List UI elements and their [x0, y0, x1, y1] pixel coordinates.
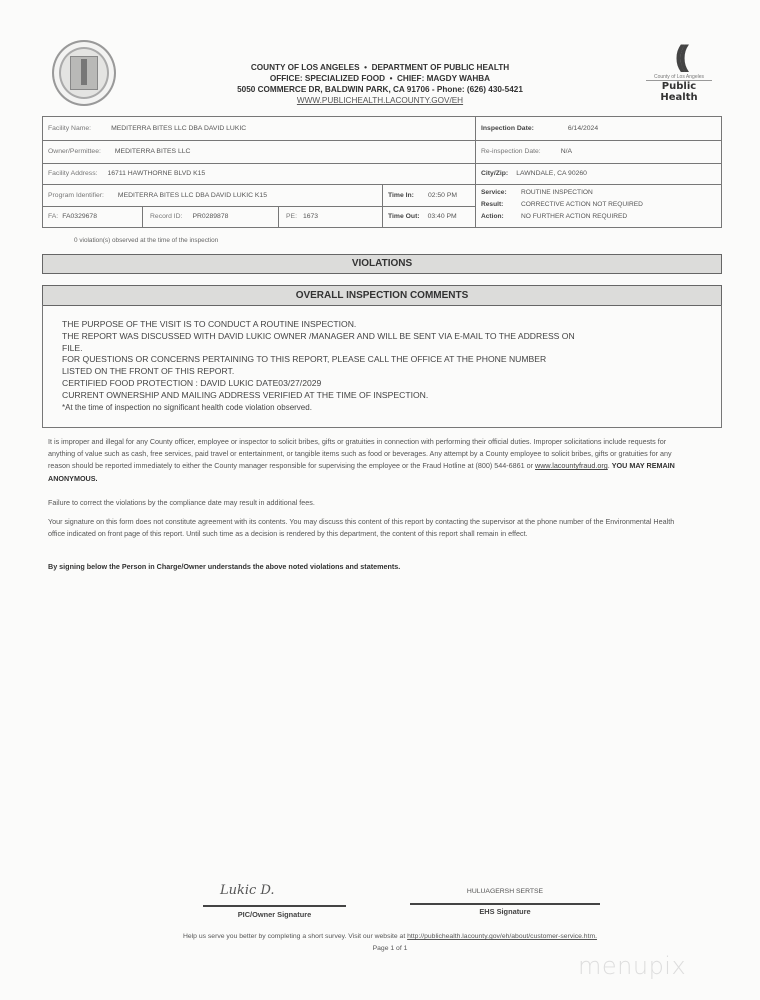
- department-website-link[interactable]: WWW.PUBLICHEALTH.LACOUNTY.GOV/EH: [296, 96, 464, 105]
- violation-count-note: 0 violation(s) observed at the time of the inspection: [74, 237, 219, 244]
- public-health-logo: (( County of Los Angeles Public Health: [646, 40, 712, 104]
- profile-heads-icon: ((: [675, 40, 683, 73]
- department-header: COUNTY OF LOS ANGELES • DEPARTMENT OF PUBLIC HEALTH OFFICE: SPECIALIZED FOOD • CHIEF: MAGDY WAHBA 5050 COMMERCE DR, BALDWIN PARK, CA 91706 - Phone: (626) 430-5421 WWW.PUBLICHEALTH.LACOUNTY.GOV/EH: [200, 62, 560, 106]
- menupix-watermark: menupix: [578, 952, 687, 980]
- pe-field: PE: 1673: [286, 213, 319, 220]
- record-id-field: Record ID: PR0289878: [150, 213, 229, 220]
- ehs-signature-label: EHS Signature: [479, 907, 531, 916]
- facility-name-field: Facility Name: MEDITERRA BITES LLC DBA DAVID LUKIC: [48, 125, 247, 132]
- result-field: Result: CORRECTIVE ACTION NOT REQUIRED: [481, 201, 643, 208]
- facility-address-field: Facility Address: 16711 HAWTHORNE BLVD K15: [48, 170, 206, 177]
- acknowledgement-notice: By signing below the Person in Charge/Owner understands the above noted violations and statements.: [48, 562, 401, 571]
- inspector-name: HULUAGERSH SERTSE: [466, 888, 544, 895]
- inspection-date-field: Inspection Date: 6/14/2024: [481, 125, 599, 132]
- facility-info-table: [42, 116, 722, 228]
- comment-line: CURRENT OWNERSHIP AND MAILING ADDRESS VERIFIED AT THE TIME OF INSPECTION.: [62, 389, 429, 400]
- signature-notice: Your signature on this form does not constitute agreement with its contents. You may discuss this content of this report by contacting the supervisor at the phone number of the Environmental Health office indicated on front page of this report. Until such time as a decision is rendered by this department, the content of this report shall remain in effect.: [48, 517, 675, 539]
- inspection-comments: [42, 305, 722, 428]
- pic-signature-line: [203, 905, 346, 907]
- comments-section-header: OVERALL INSPECTION COMMENTS: [42, 285, 722, 306]
- time-out-field: Time Out: 03:40 PM: [388, 213, 457, 220]
- fees-notice: Failure to correct the violations by the compliance date may result in additional fees.: [48, 498, 315, 507]
- comment-line: LISTED ON THE FRONT OF THIS REPORT.: [62, 366, 235, 377]
- comment-line: THE PURPOSE OF THE VISIT IS TO CONDUCT A ROUTINE INSPECTION.: [62, 319, 357, 329]
- owner-field: Owner/Permittee: MEDITERRA BITES LLC: [48, 148, 191, 155]
- violations-section-header: VIOLATIONS: [42, 254, 722, 274]
- page-number: Page 1 of 1: [372, 945, 408, 952]
- service-result-action: [481, 187, 719, 223]
- ehs-signature-line: [410, 903, 600, 905]
- comment-line: *At the time of inspection no significant health code violation observed.: [62, 402, 312, 412]
- comment-line: FILE.: [62, 342, 83, 353]
- program-identifier-field: Program Identifier: MEDITERRA BITES LLC DBA DAVID LUKIC K15: [48, 191, 267, 199]
- comment-line: FOR QUESTIONS OR CONCERNS PERTAINING TO THIS REPORT, PLEASE CALL THE OFFICE AT THE PHONE NUMBER: [62, 354, 547, 365]
- county-seal-logo: [52, 40, 116, 106]
- comment-line: THE REPORT WAS DISCUSSED WITH DAVID LUKIC OWNER /MANAGER AND WILL BE SENT VIA E-MAIL TO THE ADDRESS ON: [62, 330, 575, 341]
- city-zip-field: City/Zip: LAWNDALE, CA 90260: [481, 170, 587, 177]
- pic-signature-label: PIC/Owner Signature: [237, 910, 312, 919]
- customer-service-survey-link[interactable]: http://publichealth.lacounty.gov/eh/about/customer-service.htm.: [407, 933, 598, 940]
- survey-footer: Help us serve you better by completing a short survey. Visit our website at http://publichealth.lacounty.gov/eh/about/customer-service.htm. Page 1 of 1: [120, 931, 660, 955]
- fa-field: FA: FA0329678: [48, 213, 97, 220]
- time-in-field: Time In: 02:50 PM: [388, 191, 458, 199]
- bribery-notice: It is improper and illegal for any County officer, employee or inspector to solicit bribes, gifts or gratuities in connection with performing their official duties. Improper solicitations include requests for anything of value such as cash, free services, paid travel or entertainment, or tangible items such as food or beverages. Any attempt by a County employee to solicit bribes, gifts or gratuities for any reason should be reported immediately to either the County manager responsible for supervising the employee or the Fraud Hotline at (800) 544-6861 or www.lacountyfraud.org. YOU MAY REMAIN ANONYMOUS.: [48, 437, 675, 483]
- action-field: Action: NO FURTHER ACTION REQUIRED: [481, 213, 628, 220]
- pic-signature: Lukic D.: [220, 883, 275, 898]
- fraud-hotline-link[interactable]: www.lacountyfraud.org: [535, 461, 608, 471]
- comment-line: CERTIFIED FOOD PROTECTION : DAVID LUKIC DATE03/27/2029: [62, 377, 322, 388]
- service-field: Service: ROUTINE INSPECTION: [481, 189, 593, 196]
- reinspection-date-field: Re-inspection Date: N/A: [481, 148, 573, 155]
